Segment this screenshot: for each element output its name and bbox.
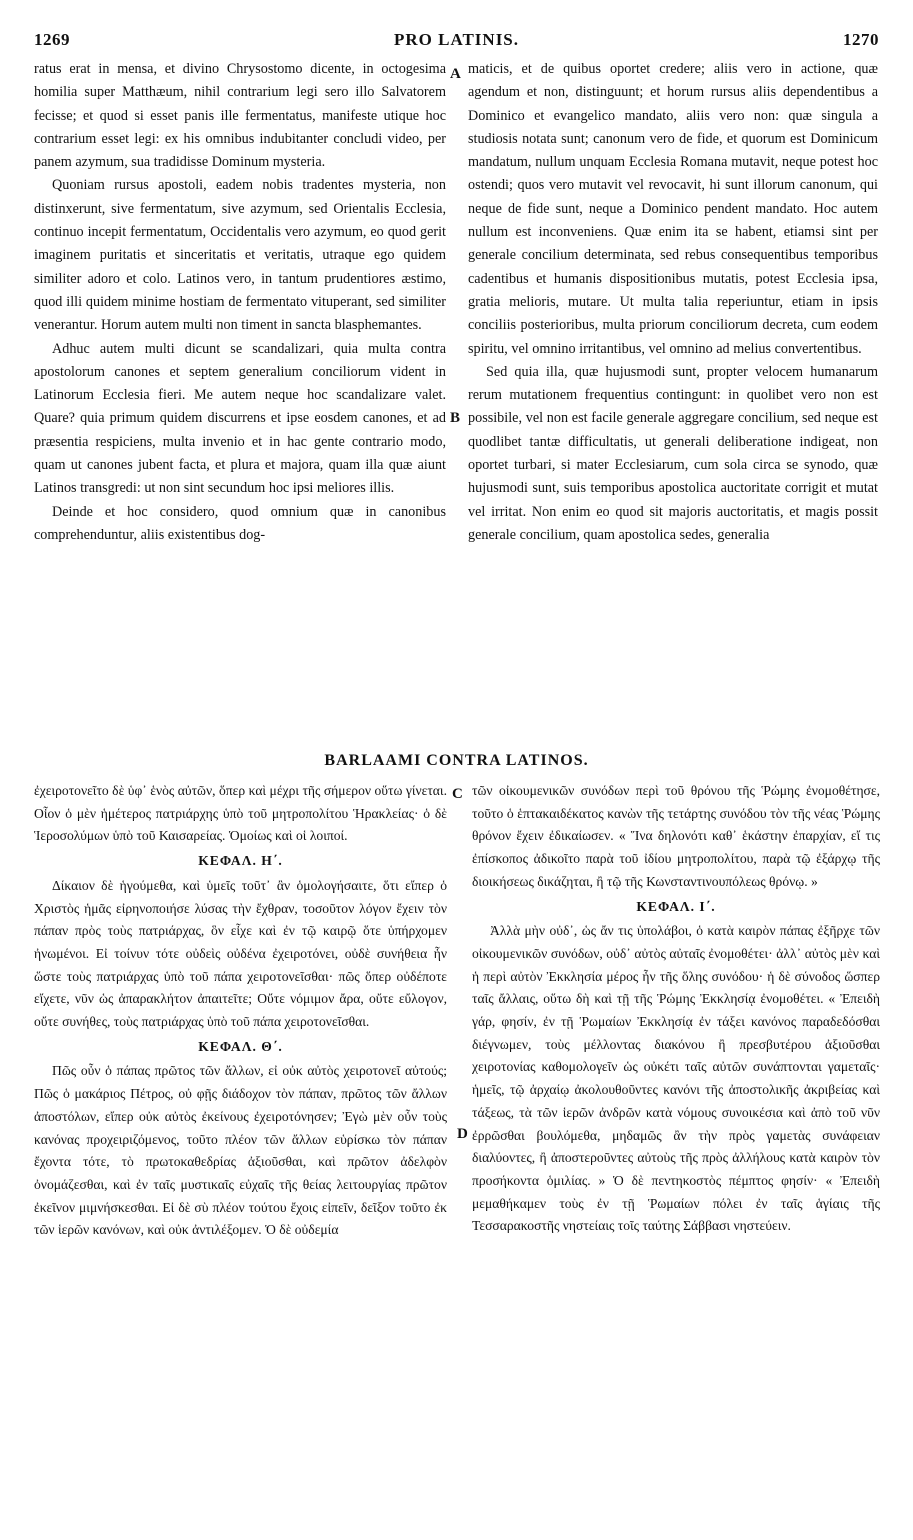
latin-left-paragraph-4: Deinde et hoc considero, quod omnium quæ in canonibus comprehenduntur, aliis existentibus dog- bbox=[34, 503, 446, 543]
running-title: PRO LATINIS. bbox=[393, 30, 520, 49]
latin-left-paragraph-1: ratus erat in mensa, et divino Chrysostomo dicente, in octogesima homilia super Matthæum, nihil contrarium legi sero illo Salvatorem fecisse; et quod si esset panis ille fermentatus, manifeste utique hoc contrarium esset legi: ex his omnibus indubitanter concludi video, per panem azymum, sua tradidisse Dominum mysteria. bbox=[34, 61, 446, 171]
left-page-number: 1269 bbox=[34, 30, 70, 49]
margin-marker-a: A bbox=[450, 66, 461, 82]
section-title: BARLAAMI CONTRA LATINOS. bbox=[324, 752, 589, 769]
margin-marker-c: C bbox=[452, 786, 463, 802]
greek-left-column bbox=[34, 780, 447, 1242]
margin-marker-d: D bbox=[457, 1126, 468, 1142]
chapter-heading-8: ΚΕΦΑΛ. Η΄. bbox=[198, 853, 283, 869]
chapter-heading-9: ΚΕΦΑΛ. Θ΄. bbox=[198, 1038, 283, 1054]
greek-left-paragraph-1: ἐχειροτονεῖτο δὲ ὑφ᾽ ἑνὸς αὐτῶν, ὅπερ καὶ μέχρι τῆς σήμερον οὕτω γίνεται. Οἷον ὁ μὲν ἡμέτερος πατριάρχης ὑπὸ τοῦ μητροπολίτου Ἡρακλείας· ὁ δὲ Ἱεροσολύμων ὑπὸ τοῦ Καισαρείας. Ὁμοίως καὶ οἱ λοιποί. bbox=[34, 783, 447, 844]
greek-left-paragraph-2: Δίκαιον δὲ ἡγούμεθα, καὶ ὑμεῖς τοῦτ᾽ ἂν ὁμολογήσαιτε, ὅτι εἴπερ ὁ Χριστὸς ἡμᾶς εἰρηνοποιήσε λύσας τὴν ἔχθραν, τοσοῦτον λόγον ἔχειν τὸν πάπαν πρὸς τοὺς πατριάρχας, ὃν εἶχε καὶ ἐν τῷ καιρῷ ὅτε ὑπήρχομεν ἠνωμένοι. Εἰ τοίνυν τότε οὐδεὶς οὐδένα ἐχειροτόνει, οὐδὲ συνήθεια ἦν ὥστε τοὺς πατριάρχας ὑπὸ τοῦ πάπα χειροτονεῖσθαι· πῶς ὅπερ οὐδέποτε εἴχετε, νῦν ὡς ἀπαρακλήτον ἀπαιτεῖτε; Οὔτε νόμιμον ἄρα, οὔτε εὔλογον, οὔτε συνήθες, τοὺς πατριάρχας ὑπὸ τοῦ πάπα χειροτονεῖσθαι. bbox=[34, 877, 447, 1030]
greek-right-paragraph-2: Ἀλλὰ μὴν οὐδ᾽, ὡς ἄν τις ὑπολάβοι, ὁ κατὰ καιρὸν πάπας ἐξῆρχε τῶν οἰκουμενικῶν συνόδων, οὐδ᾽ αὐτὸς αὐταῖς ἐνομοθέτει· ἀλλ᾽ αὐτὸς μὲν καὶ ἡ περὶ αὐτὸν Ἐκκλησία μέρος ἦν τῆς ὅλης συνόδου· ἡ δὲ σύνοδος ὥσπερ ταῖς ἄλλαις, οὕτω δὴ καὶ τῇ τῆς Ῥώμης Ἐκκλησίᾳ ἐνομοθέτει. « Ἐπειδὴ γάρ, φησίν, ἐν τῇ Ῥωμαίων Ἐκκλησίᾳ ἐν τάξει κανόνος παραδεδόσθαι διέγνωμεν, τοὺς μέλλοντας διακόνου ἢ πρεσβυτέρου ἀξιοῦσθαι χειροτονίας καθομολογεῖν ὡς οὐκέτι ταῖς αὐτῶν συνάπτονται γαμεταῖς· ἡμεῖς, τῷ ἀρχαίῳ ἀκολουθοῦντες κανόνι τῆς ἀποστολικῆς ἀκριβείας καὶ τάξεως, τὰ τῶν ἱερῶν ἀνδρῶν κατὰ νόμους συνοικέσια καὶ ἀπὸ τοῦ νῦν ἐρρῶσθαι βουλόμεθα, μηδαμῶς ἂν τὴν πρὸς γαμετὰς συνάφειαν διαλύοντες, ἢ ἀποστεροῦντες αὐτοὺς τῆς πρὸς ἀλλήλους κατὰ καιρὸν τὸν προσήκοντα ὁμιλίας. » Ὁ δὲ πεντηκοστὸς πέμπτος φησίν· « Ἐπειδὴ μεμαθήκαμεν τοὺς ἐν τῇ Ῥωμαίων πόλει ἐν ταῖς ἁγίαις τῆς Τεσσαρακοστῆς νηστείαις τοῖς ταύτης Σάββασι νηστεύειν. bbox=[472, 923, 880, 1234]
latin-right-column bbox=[468, 58, 878, 547]
margin-marker-b: B bbox=[450, 410, 461, 426]
greek-right-paragraph-1: τῶν οἰκουμενικῶν συνόδων περὶ τοῦ θρόνου τῆς Ῥώμης ἐνομοθέτησε, τοῦτο ὁ ἑπτακαιδέκατος κανὼν τῆς τετάρτης συνόδου τὸν τῆς νέας Ῥώμης θρόνον ἔχειν ἐδικαίωσεν. « Ἵνα δηλονότι καθ᾽ ἑκάστην ἐπαρχίαν, εἴ τις ἐπίσκοπος ἀδικοῖτο παρὰ τοῦ ἰδίου μητροπολίτου, παρὰ τῷ ἐξάρχῳ τῆς διοικήσεως δικάζηται, ἢ τῷ τῆς Κωνσταντινουπόλεως θρόνῳ. » bbox=[472, 783, 880, 889]
latin-left-paragraph-2: Quoniam rursus apostoli, eadem nobis tradentes mysteria, non distinxerunt, sive fermentatum, sive azymum, sed Orientalis Ecclesia, continuo incepit fermentatum, Occidentalis vero azymum, eo quod gerit imaginem puritatis et sinceritatis et veritatis, utraque ego quidem similiter adoro et colo. Latinos vero, in tantum prudentiores æstimo, quod illi quidem minime hostiam de fermentato vituperant, sed similiter venerantur. Horum autem multi non timent in sancta blasphemantes. bbox=[34, 177, 446, 334]
chapter-heading-10: ΚΕΦΑΛ. Ι΄. bbox=[636, 898, 716, 914]
greek-left-paragraph-3: Πῶς οὖν ὁ πάπας πρῶτος τῶν ἄλλων, εἰ οὐκ αὐτὸς χειροτονεῖ αὐτούς; Πῶς ὁ μακάριος Πέτρος, οὐ φῇς διάδοχον τὸν πάπαν, πρῶτος τῶν ἄλλων ἀποστόλων, εἴπερ οὐκ αὐτὸς ἐκείνους ἐχειροτόνησεν; Ἐγὼ μὲν οὖν τοὺς κανόνας προχειριζόμενος, τοῦτο πλέον τῶν ἄλλων εὑρίσκω τὸν πάπαν ἔχοντα τότε, τὸ πρωτοκαθεδρίας ἀξιοῦσθαι, καὶ πρῶτον ἀδελφὸν ὀνομάζεσθαι, καὶ ἐν ταῖς μυστικαῖς εὐχαῖς τῆς θείας λειτουργίας πρῶτον ἐκεῖνον μιμνήσκεσθαι. Εἰ δὲ σὺ πλέον τούτου ἔχοις εἰπεῖν, δεῖξον τοῦτο ἐκ τῶν ἱερῶν κανόνων, καὶ οὐκ ἀντιλέξομεν. Ὁ δὲ οὐδεμία bbox=[34, 1063, 447, 1238]
latin-left-column bbox=[34, 58, 446, 547]
latin-left-paragraph-3: Adhuc autem multi dicunt se scandalizari, quia multa contra apostolorum canones et septem generalium conciliorum vident in Latinorum Ecclesia fieri. Me autem neque hoc scandalizare valet. Quare? quia primum quidem discurrens et ipse eosdem canones, et ad præsentia respiciens, multa invenio et in hac gente contrario modo, quam ut canones jubent facta, et plura et majora, quam illa quæ aiunt Latinos transgredi: ut non sint secundum hoc ipsi meliores illis. bbox=[34, 340, 446, 497]
latin-right-paragraph-2: Sed quia illa, quæ hujusmodi sunt, propter velocem humanarum rerum mutationem frequentius contingunt: in quolibet vero non est possibile, vel non est facile generale aggregare concilium, sed neque est quodlibet tantæ difficultatis, ut generali deliberatione indigeat, non oportet turbari, si mater Ecclesiarum, cum sola circa se synodo, quæ hujusmodi sunt, suis temporibus apostolica auctoritate corrigit et mutat vel irritat. Non enim eo quod sit majoris auctoritatis, et magis possit generale concilium, quam apostolica sedes, generalia bbox=[468, 363, 878, 543]
right-page-number: 1270 bbox=[843, 30, 879, 49]
latin-right-paragraph-1: maticis, et de quibus oportet credere; aliis vero in actione, quæ agendum et non, distinguunt; et horum rursus aliis dependentibus a Dominico et evangelico mandato, aliis vero non: quæ singula a studiosis notata sunt; canonum vero de fide, et quorum est Dominicum mandatum, nullum unquam Ecclesia Romana mutavit, neque potest hoc ostendi; quos vero mutavit vel revocavit, hi sunt illorum canonum, qui neque de fide sunt, neque a Dominico pendent mandato. Hoc autem nullum est inconveniens. Quæ enim ita se habent, etiamsi sint per generale concilium determinata, sed rebus consequentibus temporibus cadentibus et humanis dispositionibus mutatis, potest Ecclesia ipsa, gratia melioris, mutare. Ut multa talia reperiuntur, etiam in ipsis conciliis posterioribus, multa priorum conciliorum decreta, cum eodem spiritu, vel omnino irritantibus, vel omnino ad melius convertentibus. bbox=[468, 61, 878, 357]
greek-right-column bbox=[472, 780, 880, 1238]
